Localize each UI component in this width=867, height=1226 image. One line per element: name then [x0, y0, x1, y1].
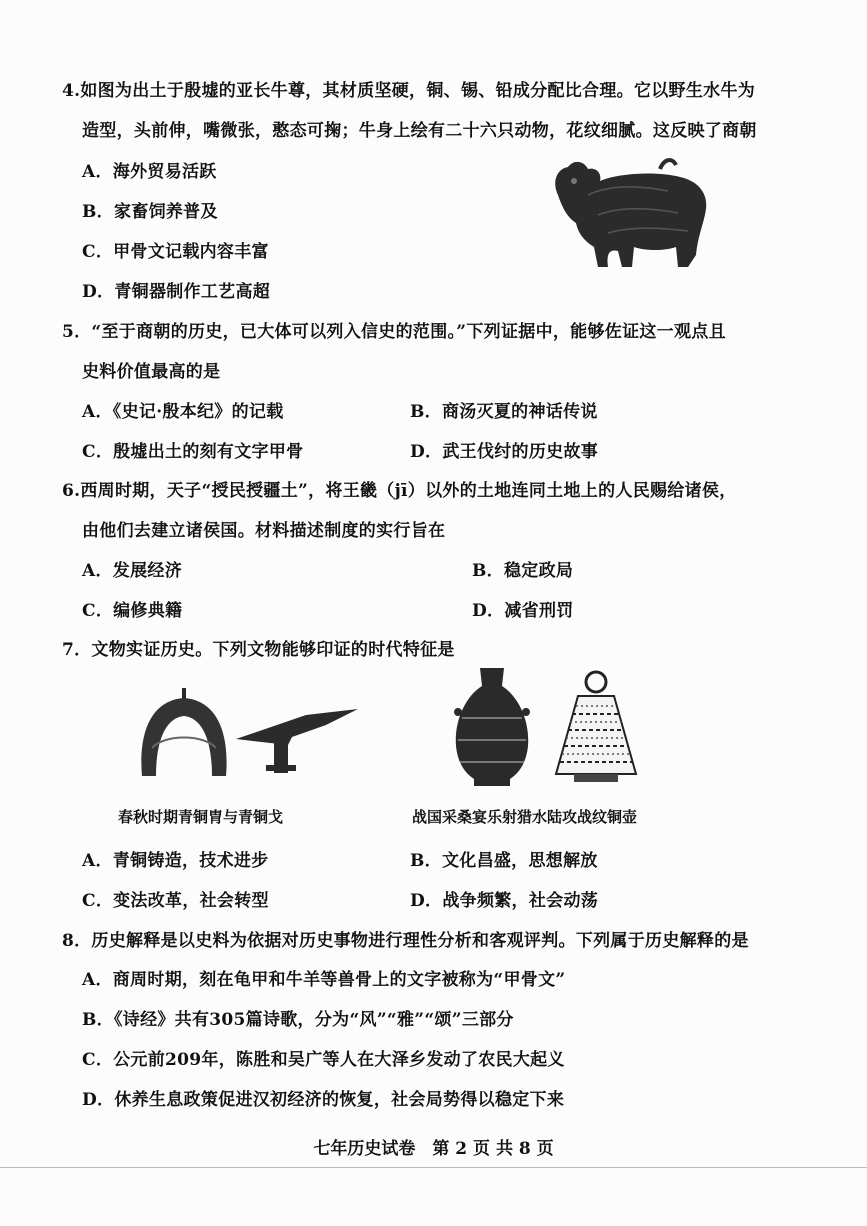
q5-option-d[interactable]: D．武王伐纣的历史故事 — [410, 442, 599, 462]
q7-caption-right: 战国采桑宴乐射猎水陆攻战纹铜壶 — [412, 808, 638, 826]
bronze-helmet-image — [134, 688, 234, 780]
q6-option-c[interactable]: C．编修典籍 — [82, 601, 183, 621]
bronze-dagger-axe-image — [236, 705, 360, 777]
footer-divider — [0, 1167, 867, 1168]
q5-option-a[interactable]: A．《史记·殷本纪》的记载 — [82, 402, 284, 422]
q4-option-a[interactable]: A．海外贸易活跃 — [82, 162, 217, 182]
page-footer: 七年历史试卷 第 2 页 共 8 页 — [313, 1139, 554, 1159]
q7-option-d[interactable]: D．战争频繁，社会动荡 — [410, 891, 599, 911]
q4-option-c[interactable]: C．甲骨文记载内容丰富 — [82, 242, 269, 262]
q8-option-b[interactable]: B．《诗经》共有305篇诗歌，分为“风”“雅”“颂”三部分 — [82, 1010, 514, 1030]
bronze-hu-vessel-image — [452, 668, 532, 786]
q4-stem-line1: 4.如图为出土于殷墟的亚长牛尊，其材质坚硬，铜、锡、铅成分配比合理。它以野生水牛为 — [62, 81, 756, 101]
q8-option-c[interactable]: C．公元前209年，陈胜和吴广等人在大泽乡发动了农民大起义 — [82, 1050, 565, 1070]
q5-stem-line2: 史料价值最高的是 — [82, 362, 221, 382]
q5-option-b[interactable]: B．商汤灭夏的神话传说 — [410, 402, 598, 422]
q7-option-b[interactable]: B．文化昌盛，思想解放 — [410, 851, 598, 871]
q6-option-a[interactable]: A．发展经济 — [82, 561, 182, 581]
q7-caption-left: 春秋时期青铜胄与青铜戈 — [118, 808, 284, 826]
q4-option-d[interactable]: D．青铜器制作工艺高超 — [82, 282, 271, 302]
q7-stem: 7．文物实证历史。下列文物能够印证的时代特征是 — [62, 640, 455, 660]
q7-option-c[interactable]: C．变法改革，社会转型 — [82, 891, 269, 911]
bronze-ox-zun-image — [548, 155, 718, 275]
q8-option-a[interactable]: A．商周时期，刻在龟甲和牛羊等兽骨上的文字被称为“甲骨文” — [82, 970, 566, 990]
q6-stem-line1: 6.西周时期，天子“授民授疆土”，将王畿（jī）以外的土地连同土地上的人民赐给诸侯， — [62, 481, 737, 501]
q8-option-d[interactable]: D．休养生息政策促进汉初经济的恢复，社会局势得以稳定下来 — [82, 1090, 565, 1110]
q6-option-b[interactable]: B．稳定政局 — [472, 561, 574, 581]
vessel-pattern-rubbing-image — [548, 670, 644, 786]
q6-option-d[interactable]: D．减省刑罚 — [472, 601, 574, 621]
q6-stem-line2: 由他们去建立诸侯国。材料描述制度的实行旨在 — [82, 521, 446, 541]
q4-option-b[interactable]: B．家畜饲养普及 — [82, 202, 218, 222]
q5-option-c[interactable]: C．殷墟出土的刻有文字甲骨 — [82, 442, 304, 462]
q7-option-a[interactable]: A．青铜铸造，技术进步 — [82, 851, 269, 871]
q4-stem-line2: 造型，头前伸，嘴微张，憨态可掬；牛身上绘有二十六只动物，花纹细腻。这反映了商朝 — [82, 121, 757, 141]
q8-stem: 8．历史解释是以史料为依据对历史事物进行理性分析和客观评判。下列属于历史解释的是 — [62, 931, 749, 951]
q5-stem-line1: 5．“至于商朝的历史，已大体可以列入信史的范围。”下列证据中，能够佐证这一观点且 — [62, 322, 726, 342]
